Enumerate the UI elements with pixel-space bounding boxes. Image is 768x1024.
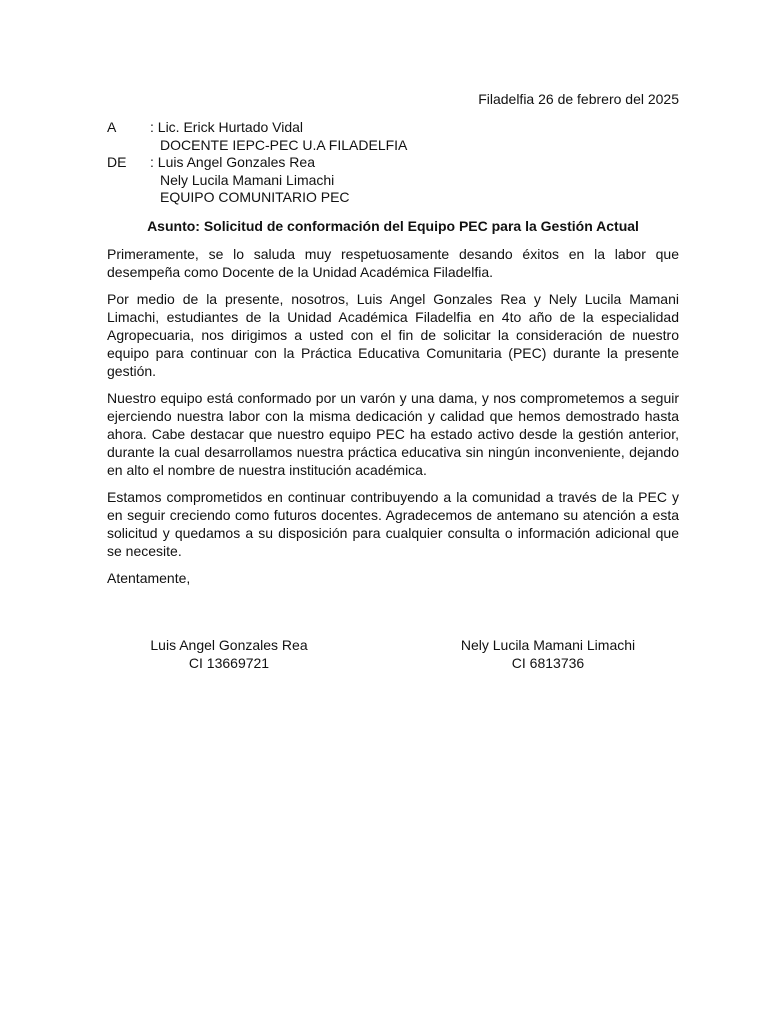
signature-right	[438, 636, 658, 672]
letter-header	[107, 119, 687, 207]
signer-name-left: Luis Angel Gonzales Rea	[150, 637, 308, 653]
recipient-position: DOCENTE IEPC-PEC U.A FILADELFIA	[160, 136, 408, 153]
signer-name-right: Nely Lucila Mamani Limachi	[460, 637, 636, 653]
sender-name-2: Nely Lucila Mamani Limachi	[160, 171, 335, 188]
sender-value	[150, 154, 687, 207]
letter-date: Filadelfia 26 de febrero del 2025	[478, 91, 679, 107]
recipient-name: : Lic. Erick Hurtado Vidal	[150, 119, 304, 135]
signer-id-left: CI 13669721	[188, 655, 270, 671]
signer-id-right: CI 6813736	[511, 655, 585, 671]
signature-left	[129, 636, 329, 672]
body-paragraph-4: Estamos comprometidos en continuar contribuyendo a la comunidad a través de la PEC y en seguir creciendo como futuros docentes. Agradecemos de antemano su atención a esta solicitud y quedamos a su disposición para cualquier consulta o información adicional que se necesite.	[107, 489, 679, 559]
body-paragraph-2: Por medio de la presente, nosotros, Luis Angel Gonzales Rea y Nely Lucila Mamani Limachi, estudiantes de la Unidad Académica Filadelfia en 4to año de la especialidad Agropecuaria, nos dirigimos a usted con el fin de solicitar la consideración de nuestro equipo para continuar con la Práctica Educativa Comunitaria (PEC) durante la presente gestión.	[107, 291, 679, 379]
body-paragraph-1: Primeramente, se lo saluda muy respetuosamente desando éxitos en la labor que desempeña como Docente de la Unidad Académica Filadelfia.	[107, 246, 679, 280]
letter-closing: Atentamente,	[107, 570, 191, 586]
letter-body	[107, 245, 679, 596]
sender-key: DE	[107, 154, 127, 171]
body-paragraph-3: Nuestro equipo está conformado por un varón y una dama, y nos comprometemos a seguir ejerciendo nuestra labor con la misma dedicación y calidad que hemos demostrado hasta ahora. Cabe destacar que nuestro equipo PEC ha estado activo desde la gestión anterior, durante la cual desarrollamos nuestra práctica educativa sin ningún inconveniente, dejando en alto el nombre de nuestra institución académica.	[107, 390, 679, 478]
letter-subject: Asunto: Solicitud de conformación del Equipo PEC para la Gestión Actual	[147, 218, 639, 234]
recipient-value	[150, 119, 687, 154]
sender-team: EQUIPO COMUNITARIO PEC	[160, 189, 350, 206]
recipient-key: A	[107, 119, 117, 135]
sender-row	[107, 154, 687, 207]
recipient-row	[107, 119, 687, 154]
sender-name-1: : Luis Angel Gonzales Rea	[150, 154, 315, 171]
